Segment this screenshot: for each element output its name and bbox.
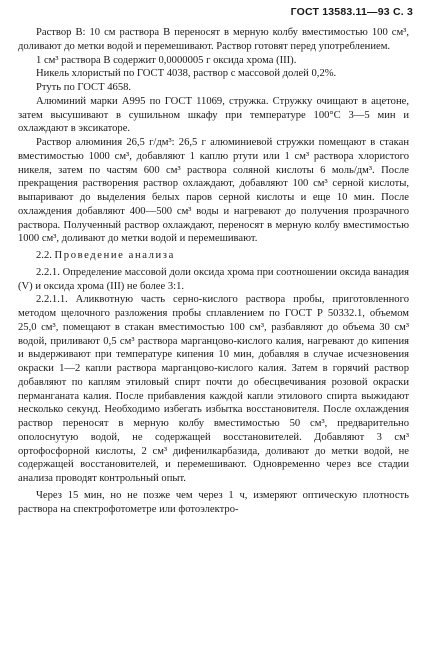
paragraph-mercury: Ртуть по ГОСТ 4658. — [36, 82, 132, 93]
page-header: ГОСТ 13583.11—93 С. 3 — [290, 6, 413, 18]
paragraph-solution-v: Раствор В: 10 см раствора В переносят в мерную колбу вместимостью 100 см³, доливают до метки водой и перемешивают. Раствор готовят перед употреблением. — [18, 27, 409, 52]
paragraph-solution-v-content: 1 см³ раствора В содержит 0,0000005 г оксида хрома (III). — [36, 54, 297, 66]
paragraph-nickel-chloride: Никель хлористый по ГОСТ 4038, раствор с массовой долей 0,2%. — [36, 68, 337, 80]
paragraph-measurement: Через 15 мин, но не позже чем через 1 ч, измеряют оптическую плотность раствора на спектрофотометре или фотоэлектро- — [18, 489, 409, 515]
paragraph-aluminium: Алюминий марки А995 по ГОСТ 11069, стружка. Стружку очищают в ацетоне, затем высушивают в сушильном шкафу при температуре 100°С 3—5 мин и охлаждают в эксикаторе. — [18, 95, 409, 135]
section-heading — [18, 249, 409, 263]
section-number: 2.2. — [36, 250, 52, 261]
paragraph-aluminium-solution: Раствор алюминия 26,5 г/дм³: 26,5 г алюминиевой стружки помещают в стакан вместимостью 1000 см³, добавляют 1 каплю ртути или 1 см³ раствора хлористого никеля, затем по частям 600 см³ раствора соляной кислоты 6 моль/дм³. После прекращения растворения раствор охлаждают, добавляют 100 см³ серной кислоты, выпаривают до выделения белых паров серной кислоты и еще 10 мин. После охлаждения добавляют 400—500 см³ воды и нагревают до получения прозрачного раствора. Полученный раствор охлаждают, переносят в мерную колбу вместимостью 1000 см³, доливают до метки водой и перемешивают. — [18, 137, 409, 245]
paragraph-2-2-1: 2.2.1. Определение массовой доли оксида хрома при соотношении оксида ванадия (V) и оксида хрома (III) не более 3:1. — [18, 266, 409, 292]
document-body — [18, 26, 409, 516]
section-title: Проведение анализа — [54, 250, 175, 261]
paragraph-2-2-1-1: 2.2.1.1. Аликвотную часть серно-кислого раствора пробы, приготовленного методом щелочного разложения пробы сплавлением по ГОСТ Р 50332.1, объемом 25,0 см³, помещают в стакан вместимостью 100 см³, разбавляют до объема 30 см³ водой, приливают 0,5 см³ раствора марганцово-кислого калия, нагревают до кипения и выдерживают при температуре кипения 10 мин, добавляя в случае исчезновения окраски 1—2 капли раствора марганцово-кислого калия. Затем в горячий раствор добавляют по каплям этиловый спирт почти до обесцвечивания розовой окраски перманганата калия. После прибавления каждой капли этилового спирта выжидают несколько секунд. Необходимо избегать избытка восстановителя. После охлаждения раствор переносят в мерную колбу вместимостью 50 см³, предварительно ополоснутую водой, не содержащей восстановителей. Добавляют 3 см³ ортофосфорной кислоты, 2 см³ дифенилкарбазида, доливают до метки водой, не содержащей восстановителей, и перемешивают. Одновременно через все стадии анализа проводят контрольный опыт. — [18, 294, 409, 484]
